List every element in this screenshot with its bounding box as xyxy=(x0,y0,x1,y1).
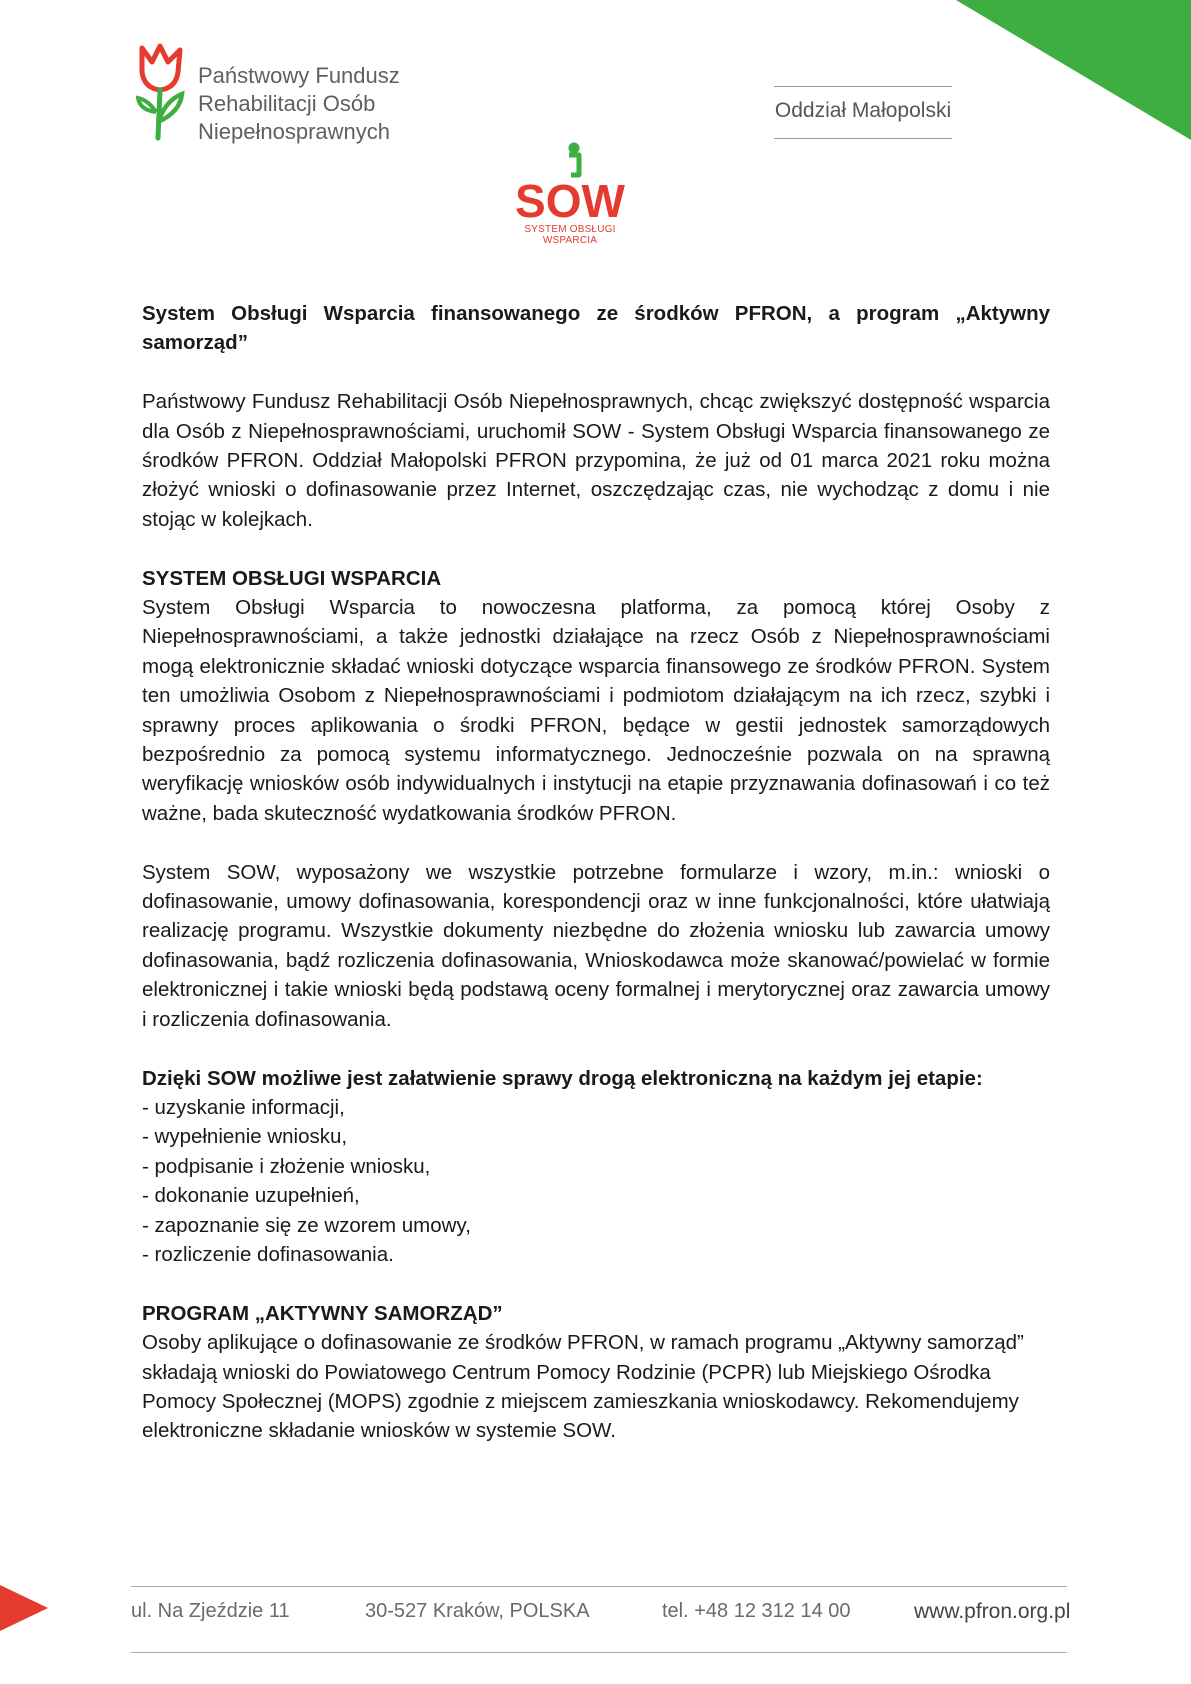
pfron-name-line: Niepełnosprawnych xyxy=(198,119,390,144)
section-paragraph: Osoby aplikujące o dofinasowanie ze środków PFRON, w ramach programu „Aktywny samorząd” składają wnioski do Powiatowego Centrum Pomocy Rodzinie (PCPR) lub Miejskiego Ośrodka Pomocy Społecznej (MOPS) zgodnie z miejscem zamieszkania wnioskodawcy. Rekomendujemy elektroniczne składanie wniosków w systemie SOW. xyxy=(142,1331,1024,1443)
sow-wordmark: SOW xyxy=(515,175,625,224)
benefits-heading: Dzięki SOW możliwe jest załatwienie sprawy drogą elektroniczną na każdym jej etapie: xyxy=(142,1066,983,1090)
list-item: - wypełnienie wniosku, xyxy=(142,1125,348,1149)
benefits-list xyxy=(142,1093,1050,1269)
footer-address: ul. Na Zjeździe 11 xyxy=(131,1600,290,1622)
footer-phone: tel. +48 12 312 14 00 xyxy=(662,1600,851,1622)
figure-head-icon xyxy=(569,143,580,154)
sow-logo xyxy=(515,140,625,224)
footer-city: 30-527 Kraków, POLSKA xyxy=(365,1600,590,1622)
intro-paragraph: Państwowy Fundusz Rehabilitacji Osób Niepełnosprawnych, chcąc zwiększyć dostępność wsparcia dla Osób z Niepełnosprawnościami, uruchomił SOW - System Obsługi Wsparcia finansowanego ze środków PFRON. Oddział Małopolski PFRON przypomina, że już od 01 marca 2021 roku można złożyć wnioski o dofinasowanie przez Internet, oszczędzając czas, nie wychodząc z domu i nie stojąc w kolejkach. xyxy=(142,390,1050,531)
list-item: - podpisanie i złożenie wniosku, xyxy=(142,1154,431,1178)
list-item: - uzyskanie informacji, xyxy=(142,1095,345,1119)
section-heading: SYSTEM OBSŁUGI WSPARCIA xyxy=(142,566,442,590)
footer-divider xyxy=(131,1652,1067,1653)
list-item: - zapoznanie się ze wzorem umowy, xyxy=(142,1213,471,1237)
pfron-name xyxy=(198,62,400,146)
list-item: - rozliczenie dofinasowania. xyxy=(142,1242,394,1266)
footer-website-link[interactable]: www.pfron.org.pl xyxy=(914,1600,1071,1623)
branch-name: Oddział Małopolski xyxy=(774,99,952,122)
play-arrow-icon xyxy=(0,1585,50,1631)
sow-subtitle-line: SYSTEM OBSŁUGI xyxy=(524,224,616,235)
footer-divider xyxy=(131,1586,1067,1587)
section-paragraph: System Obsługi Wsparcia to nowoczesna platforma, za pomocą której Osoby z Niepełnosprawnościami, a także jednostki działające na rzecz Osób z Niepełnosprawnościami mogą elektronicznie składać wnioski dotyczące wsparcia finansowego ze środków PFRON. System ten umożliwia Osobom z Niepełnosprawnościami i podmiotom działającym na ich rzecz, szybki i sprawny proces aplikowania o środki PFRON, będące w gestii jednostek samorządowych bezpośrednio za pomocą systemu informatycznego. Jednocześnie pozwala on na sprawną weryfikację wniosków osób indywidualnych i instytucji na etapie przyznawania dofinasowań i co też ważne, bada skuteczność wydatkowania środków PFRON. xyxy=(142,596,1050,825)
divider xyxy=(774,138,952,139)
pfron-name-line: Państwowy Fundusz xyxy=(198,63,400,88)
figure-body-icon xyxy=(569,155,579,175)
section-heading: PROGRAM „AKTYWNY SAMORZĄD” xyxy=(142,1301,503,1325)
sow-subtitle xyxy=(515,224,625,246)
pfron-logo xyxy=(136,42,466,150)
corner-triangle-decoration xyxy=(956,0,1191,140)
pfron-name-line: Rehabilitacji Osób xyxy=(198,91,376,116)
document-title: System Obsługi Wsparcia finansowanego ze środków PFRON, a program „Aktywny samorząd” xyxy=(142,302,1050,355)
section-paragraph: System SOW, wyposażony we wszystkie potrzebne formularze i wzory, m.in.: wnioski o dofinasowanie, umowy dofinasowania, korespondencji oraz w inne funkcjonalności, które ułatwiają realizację programu. Wszystkie dokumenty niezbędne do złożenia wniosku lub zawarcia umowy dofinasowania, bądź rozliczenia dofinasowania, Wnioskodawca może skanować/powielać w formie elektronicznej i takie wnioski będą podstawą oceny formalnej i merytorycznej oraz zawarcia umowy i rozliczenia dofinasowania. xyxy=(142,860,1050,1031)
document-body xyxy=(142,299,1050,1446)
branch-label-box xyxy=(774,86,952,139)
list-item: - dokonanie uzupełnień, xyxy=(142,1184,360,1208)
tulip-icon xyxy=(136,42,186,142)
sow-subtitle-line: WSPARCIA xyxy=(542,235,598,246)
